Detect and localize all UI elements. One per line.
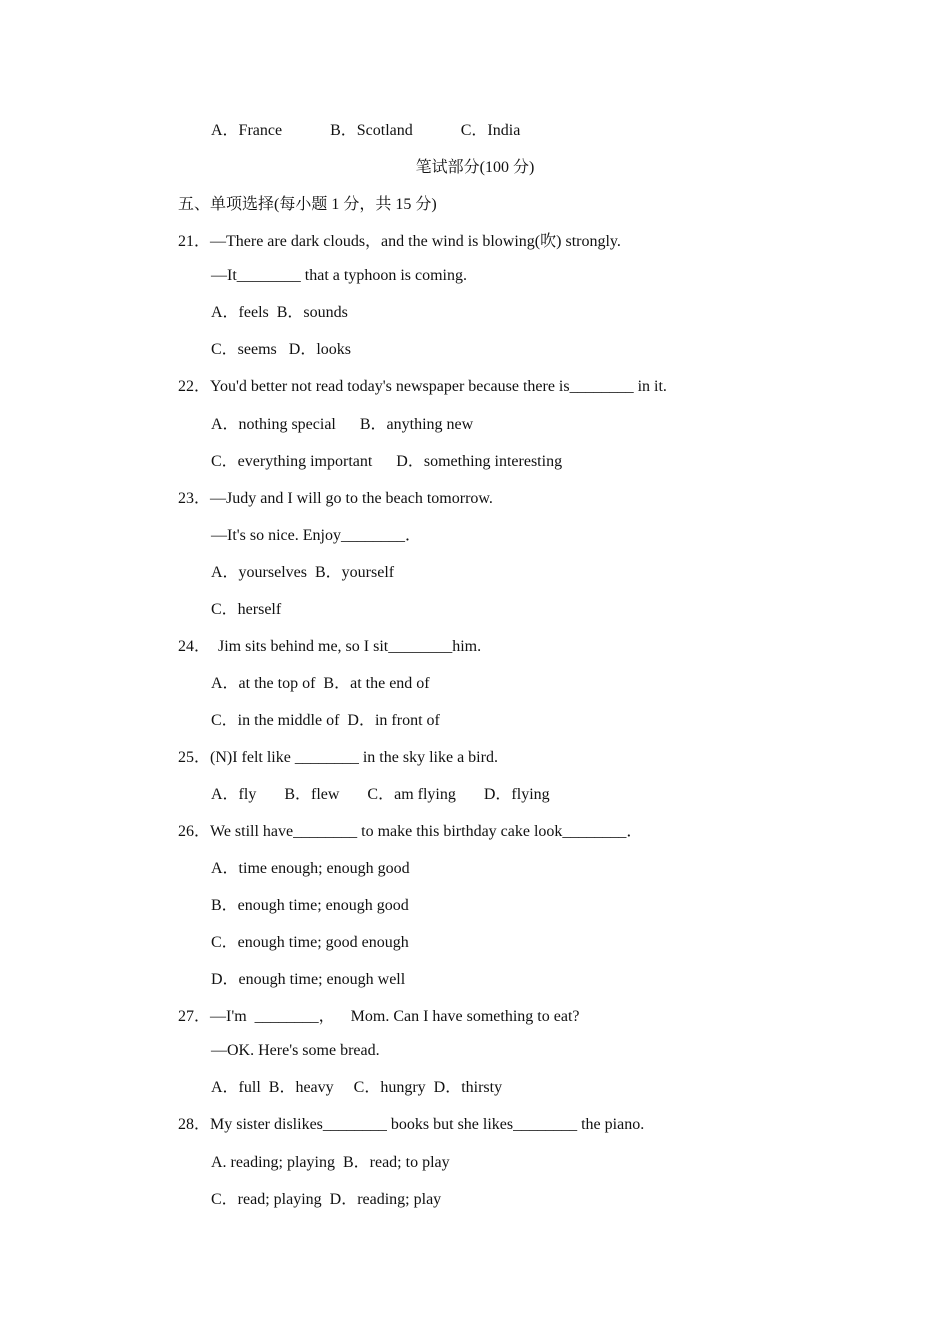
question-21-options: A．feels B．sounds: [211, 304, 348, 321]
question-26-option-b: B．enough time; enough good: [211, 897, 409, 914]
question-26-option-a: A．time enough; enough good: [211, 860, 410, 877]
question-25-options: A．fly B．flew C．am flying D．flying: [211, 786, 550, 803]
question-27-options: A．full B．heavy C．hungry D．thirsty: [211, 1079, 503, 1096]
question-22-stem: 22．You'd better not read today's newspaper because there is________ in it.: [178, 378, 667, 395]
question-27-line: —OK. Here's some bread.: [211, 1042, 380, 1059]
question-23-options: A．yourselves B．yourself: [211, 564, 395, 581]
question-28-options: C．read; playing D．reading; play: [211, 1191, 442, 1208]
question-28-stem: 28．My sister dislikes________ books but she likes________ the piano.: [178, 1116, 645, 1133]
question-24-stem: 24． Jim sits behind me, so I sit________him.: [178, 638, 482, 655]
question-21-options: C．seems D．looks: [211, 341, 352, 358]
question-28-options: A. reading; playing B．read; to play: [211, 1154, 450, 1171]
question-21-line: —It________ that a typhoon is coming.: [211, 267, 467, 284]
top-options: A．France B．Scotland C．India: [211, 122, 521, 139]
question-23-options: C．herself: [211, 601, 282, 618]
question-23-stem: 23．—Judy and I will go to the beach tomorrow.: [178, 490, 493, 507]
question-25-stem: 25．(N)I felt like ________ in the sky like a bird.: [178, 749, 498, 766]
question-24-options: A．at the top of B．at the end of: [211, 675, 430, 692]
question-22-options: C．everything important D．something interesting: [211, 453, 563, 470]
written-section-title: 笔试部分(100 分): [415, 159, 535, 176]
question-26-stem: 26．We still have________ to make this birthday cake look________．: [178, 823, 643, 840]
question-27-stem: 27．—I'm ________， Mom. Can I have something to eat?: [178, 1008, 580, 1025]
question-26-option-c: C．enough time; good enough: [211, 934, 409, 951]
question-23-line: —It's so nice. Enjoy________．: [211, 527, 421, 544]
question-26-option-d: D．enough time; enough well: [211, 971, 406, 988]
section-five-heading: 五、单项选择(每小题 1 分，共 15 分): [178, 196, 437, 213]
question-21-stem: 21．—There are dark clouds，and the wind is blowing(吹) strongly.: [178, 233, 621, 250]
question-24-options: C．in the middle of D．in front of: [211, 712, 440, 729]
question-22-options: A．nothing special B．anything new: [211, 416, 474, 433]
